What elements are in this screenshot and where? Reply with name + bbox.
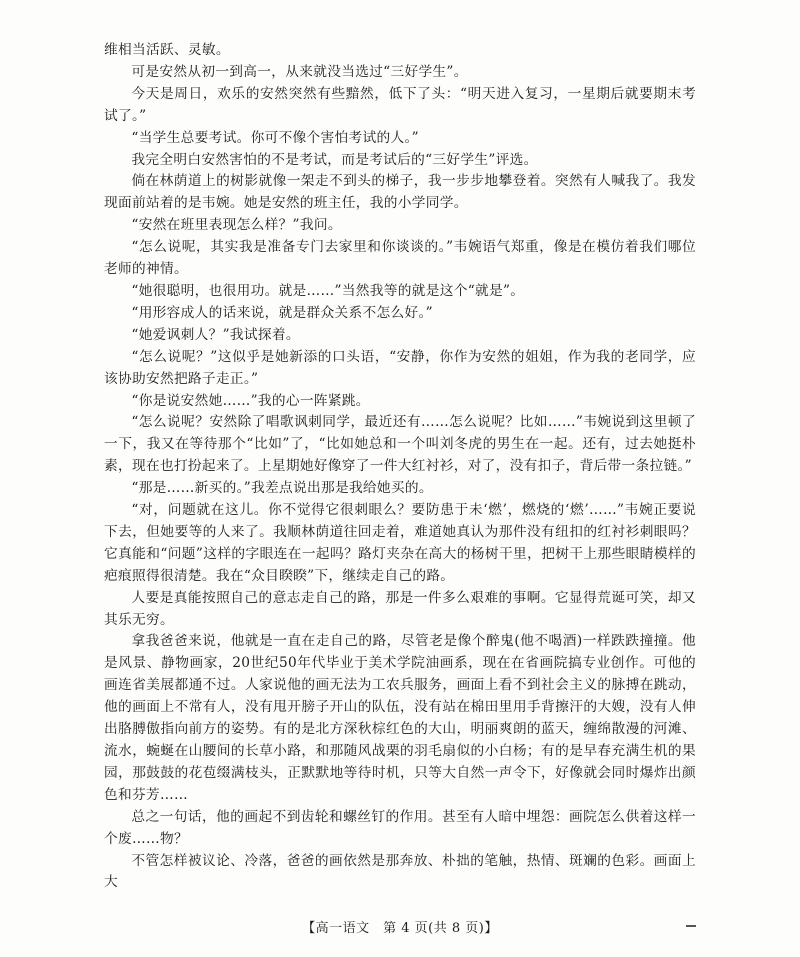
paragraph: “她爱讽刺人？”我试探着。 [131, 326, 300, 343]
page-number-label: 【高一语文 第 4 页(共 8 页)】 [302, 921, 498, 936]
paragraph: “那是……新买的。”我差点说出那是我给她买的。 [131, 480, 433, 497]
page-footer [0, 917, 800, 936]
paragraph: “你是说安然她……”我的心一阵紧跳。 [131, 392, 370, 409]
paragraph: 我完全明白安然害怕的不是考试，而是考试后的“三好学生”评选。 [131, 151, 538, 168]
paragraph: “安然在班里表现怎么样？”我问。 [131, 217, 342, 234]
paragraph: 今天是周日，欢乐的安然突然有些黯然，低下了头：“明天进入复习，一星期后就要期末考试了。” [104, 85, 696, 124]
paragraph: “用形容成人的话来说，就是群众关系不怎么好。” [131, 304, 433, 321]
paragraph: “对，问题就在这儿。你不觉得它很刺眼么？要防患于未‘燃’，燃烧的‘燃’……”韦婉正要说下去，但她要等的人来了。我顺林荫道往回走着，难道她真认为那件没有纽扣的红衬衫刺眼吗？它真能和“问题”这样的字眼连在一起吗？路灯夹杂在高大的杨树干里，把树干上那些眼睛模样的疤痕照得很清楚。我在“众目睽睽”下，继续走自己的路。 [104, 502, 696, 584]
paragraph: “怎么说呢？安然除了唱歌讽刺同学，最近还有……怎么说呢？比如……”韦婉说到这里顿了一下，我又在等待那个“比如”了，“比如她总和一个叫刘冬虎的男生在一起。还有，过去她挺朴素，现在也打扮起来了。上星期她好像穿了一件大红衬衫，对了，没有扣子，背后带一条拉链。” [104, 414, 696, 475]
paragraph: 维相当活跃、灵敏。 [104, 42, 230, 58]
paragraph: 总之一句话，他的画起不到齿轮和螺丝钉的作用。甚至有人暗中埋怨：画院怎么供着这样一个废……物？ [104, 808, 696, 847]
paragraph: 不管怎样被议论、冷落，爸爸的画依然是那奔放、朴拙的笔触，热情、斑斓的色彩。画面上大 [104, 852, 696, 891]
paragraph: “怎么说呢，其实我是准备专门去家里和你谈谈的。”韦婉语气郑重，像是在模仿着我们哪位老师的神情。 [104, 239, 696, 278]
article-body [104, 40, 696, 894]
paragraph: 拿我爸爸来说，他就是一直在走自己的路，尽管老是像个醉鬼(他不喝酒)一样跌跌撞撞。他是风景、静物画家，20世纪50年代毕业于美术学院油画系，现在在省画院搞专业创作。可他的画连省美展都通不过。人家说他的画无法为工农兵服务，画面上看不到社会主义的脉搏在跳动，他的画面上不常有人，没有甩开膀子开山的队伍，没有站在棉田里用手背擦汗的大嫂，没有人伸出胳膊傲指向前方的姿势。有的是北方深秋棕红色的大山，明丽爽朗的蓝天，缠绵散漫的河滩、流水，蜿蜒在山腰间的长草小路，和那随风战栗的羽毛扇似的小白杨；有的是早春充满生机的果园，那鼓鼓的花苞缀满枝头，正默默地等待时机，只等大自然一声令下，好像就会同时爆炸出颜色和芬芳…… [104, 633, 696, 803]
paragraph: 倘在林荫道上的树影就像一架走不到头的梯子，我一步步地攀登着。突然有人喊我了。我发现面前站着的是韦婉。她是安然的班主任，我的小学同学。 [104, 173, 696, 212]
paragraph: “她很聪明，也很用功。就是……”当然我等的就是这个“就是”。 [131, 282, 525, 299]
scan-mark [686, 925, 696, 927]
paragraph: 可是安然从初一到高一，从来就没当选过“三好学生”。 [131, 63, 468, 80]
paragraph: “当学生总要考试。你可不像个害怕考试的人。” [131, 129, 419, 146]
paragraph: “怎么说呢？”这似乎是她新添的口头语，“安静，你作为安然的姐姐，作为我的老同学，应该协助安然把路子走正。” [104, 348, 696, 387]
paragraph: 人要是真能按照自己的意志走自己的路，那是一件多么艰难的事啊。它显得荒诞可笑，却又其乐无穷。 [104, 589, 696, 628]
